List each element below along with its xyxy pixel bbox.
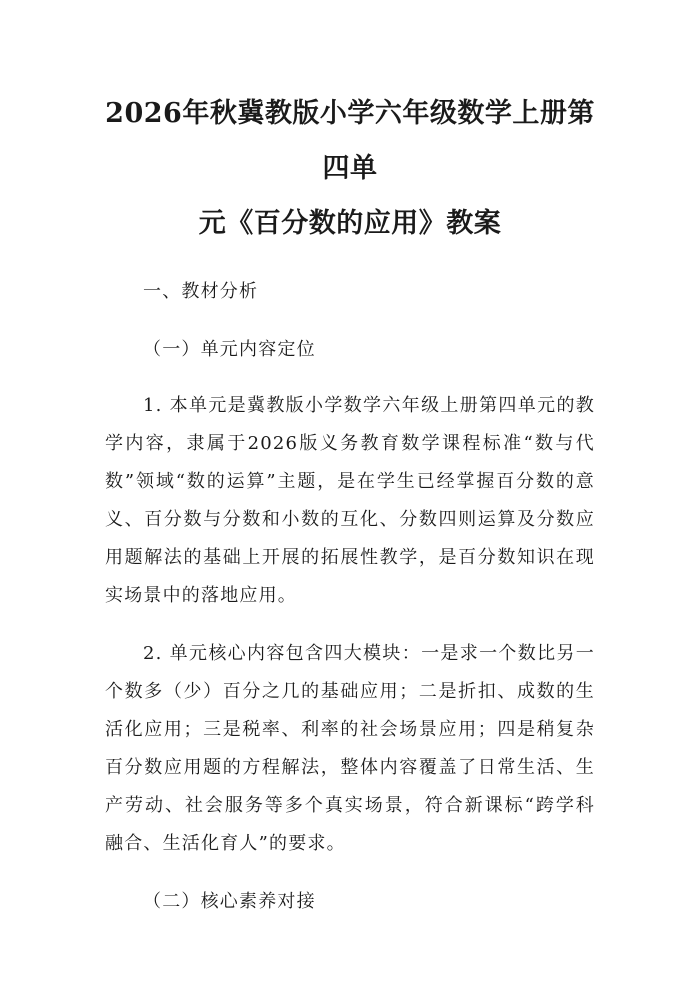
paragraph-core-modules: 2. 单元核心内容包含四大模块：一是求一个数比另一个数多（少）百分之几的基础应用；二是折扣、成数的生活化应用；三是税率、利率的社会场景应用；四是稍复杂百分数应用题的方程解法，整体内容覆盖了日常生活、生产劳动、社会服务等多个真实场景，符合新课标“跨学科融合、生活化育人”的要求。 [105, 643, 595, 854]
title-line-2: 元《百分数的应用》教案 [198, 208, 502, 239]
section-heading-materials-analysis: 一、教材分析 [143, 281, 259, 302]
subsection-heading-core-literacy: （二）核心素养对接 [143, 891, 316, 912]
document-title [105, 86, 595, 251]
document-page [0, 86, 700, 991]
paragraph-unit-content: 1. 本单元是冀教版小学数学六年级上册第四单元的教学内容，隶属于2026版义务教育数学课程标准“数与代数”领域“数的运算”主题，是在学生已经掌握百分数的意义、百分数与分数和小数的互化、分数四则运算及分数应用题解法的基础上开展的拓展性教学，是百分数知识在现实场景中的落地应用。 [105, 395, 595, 606]
title-line-1: 2026年秋冀教版小学六年级数学上册第四单 [105, 98, 595, 184]
subsection-heading-unit-positioning: （一）单元内容定位 [143, 339, 316, 360]
